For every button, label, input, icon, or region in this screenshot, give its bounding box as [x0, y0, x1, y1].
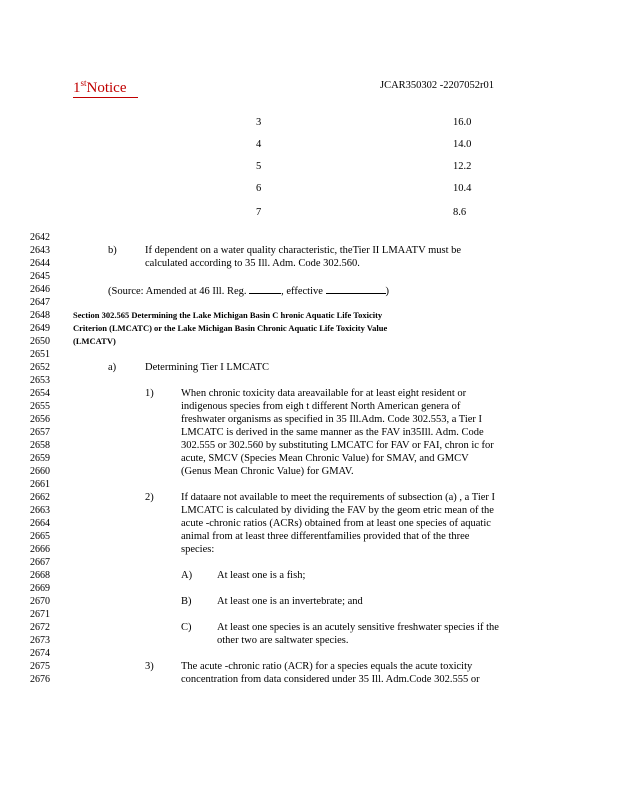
source-suffix: ) — [385, 286, 390, 297]
document-code: JCAR350302 -2207052r01 — [380, 80, 495, 91]
line-number: 2657 — [30, 427, 50, 438]
line-number: 2652 — [30, 362, 50, 373]
item-3-label: 3) — [145, 661, 154, 672]
sub-b-text: At least one is an invertebrate; and — [217, 596, 363, 607]
notice-word: Notice — [86, 80, 127, 96]
source-prefix: (Source: Amended at 46 Ill. Reg. — [108, 286, 247, 297]
sub-c-line: At least one species is an acutely sensitive freshwater species if the — [217, 622, 499, 633]
line-number: 2660 — [30, 466, 50, 477]
source-middle: , effective — [281, 286, 323, 297]
item-1-line: When chronic toxicity data areavailable for at least eight resident or — [181, 388, 467, 399]
line-number: 2668 — [30, 570, 50, 581]
line-number: 2665 — [30, 531, 50, 542]
line-number: 2646 — [30, 284, 50, 295]
line-number: 2672 — [30, 622, 50, 633]
line-number: 2663 — [30, 505, 50, 516]
line-number: 2648 — [30, 310, 50, 321]
para-a-label: a) — [108, 362, 117, 373]
item-1-line: LMCATC is derived in the same manner as the FAV in35Ill. Adm. Code — [181, 427, 484, 438]
line-number: 2669 — [30, 583, 50, 594]
line-number: 2674 — [30, 648, 50, 659]
table-cell-number: 6 — [256, 183, 262, 194]
item-1-label: 1) — [145, 388, 154, 399]
item-1-line: 302.555 or 302.560 by substituting LMCATC for FAV or FAI, chron ic for — [181, 440, 494, 451]
item-3-line: concentration from data considered under 35 Ill. Adm.Code 302.555 or — [181, 674, 480, 685]
table-cell-value: 12.2 — [453, 161, 472, 172]
item-1-line: acute, SMCV (Species Mean Chronic Value) for SMAV, and GMCV — [181, 453, 469, 464]
item-2-label: 2) — [145, 492, 154, 503]
para-b-label: b) — [108, 245, 117, 256]
table-cell-value: 14.0 — [453, 139, 472, 150]
item-2-line: animal from at least three differentfamilies provided that of the three — [181, 531, 470, 542]
line-number: 2664 — [30, 518, 50, 529]
source-note — [108, 284, 389, 297]
item-3-line: The acute -chronic ratio (ACR) for a species equals the acute toxicity — [181, 661, 473, 672]
line-number: 2649 — [30, 323, 50, 334]
line-number: 2645 — [30, 271, 50, 282]
table-cell-number: 3 — [256, 117, 262, 128]
line-number: 2647 — [30, 297, 50, 308]
sub-b-label: B) — [181, 596, 192, 607]
line-number: 2644 — [30, 258, 50, 269]
item-1-line: (Genus Mean Chronic Value) for GMAV. — [181, 466, 354, 477]
table-cell-value: 8.6 — [453, 207, 467, 218]
table-cell-value: 10.4 — [453, 183, 472, 194]
para-b-line: If dependent on a water quality characteristic, theTier II LMAATV must be — [145, 245, 462, 256]
section-heading-line: Criterion (LMCATC) or the Lake Michigan Basin Chronic Aquatic Life Toxicity Value — [73, 323, 388, 333]
line-number: 2653 — [30, 375, 50, 386]
notice-superscript: st — [80, 78, 87, 88]
line-number: 2673 — [30, 635, 50, 646]
item-1-line: indigenous species from eigh t different North American genera of — [181, 401, 461, 412]
line-number: 2650 — [30, 336, 50, 347]
line-number: 2661 — [30, 479, 50, 490]
item-2-line: species: — [181, 544, 215, 555]
sub-a-text: At least one is a fish; — [217, 570, 306, 581]
item-1-line: freshwater organisms as specified in 35 Ill.Adm. Code 302.553, a Tier I — [181, 414, 483, 425]
line-number: 2651 — [30, 349, 50, 360]
line-number: 2659 — [30, 453, 50, 464]
line-number: 2670 — [30, 596, 50, 607]
para-a-text: Determining Tier I LMCATC — [145, 362, 269, 373]
line-number: 2643 — [30, 245, 50, 256]
para-b-line: calculated according to 35 Ill. Adm. Code 302.560. — [145, 258, 360, 269]
line-number: 2666 — [30, 544, 50, 555]
line-number: 2642 — [30, 232, 50, 243]
blank-reg-number — [249, 284, 281, 294]
table-cell-number: 7 — [256, 207, 262, 218]
notice-label — [73, 75, 138, 98]
table-cell-number: 5 — [256, 161, 262, 172]
sub-c-line: other two are saltwater species. — [217, 635, 349, 646]
line-number: 2676 — [30, 674, 50, 685]
line-number: 2656 — [30, 414, 50, 425]
section-heading-line: Section 302.565 Determining the Lake Michigan Basin C hronic Aquatic Life Toxicity — [73, 310, 383, 320]
line-number: 2655 — [30, 401, 50, 412]
sub-a-label: A) — [181, 570, 193, 581]
line-number: 2662 — [30, 492, 50, 503]
line-number: 2654 — [30, 388, 50, 399]
line-number: 2671 — [30, 609, 50, 620]
line-number: 2675 — [30, 661, 50, 672]
line-number: 2658 — [30, 440, 50, 451]
item-2-line: acute -chronic ratios (ACRs) obtained from at least one species of aquatic — [181, 518, 491, 529]
table-cell-value: 16.0 — [453, 117, 472, 128]
sub-c-label: C) — [181, 622, 192, 633]
table-cell-number: 4 — [256, 139, 262, 150]
section-heading-line: (LMCATV) — [73, 336, 116, 346]
item-2-line: LMCATC is calculated by dividing the FAV by the geom etric mean of the — [181, 505, 494, 516]
line-number: 2667 — [30, 557, 50, 568]
blank-effective-date — [326, 284, 386, 294]
notice-number: 1 — [73, 80, 81, 96]
item-2-line: If dataare not available to meet the requirements of subsection (a) , a Tier I — [181, 492, 496, 503]
